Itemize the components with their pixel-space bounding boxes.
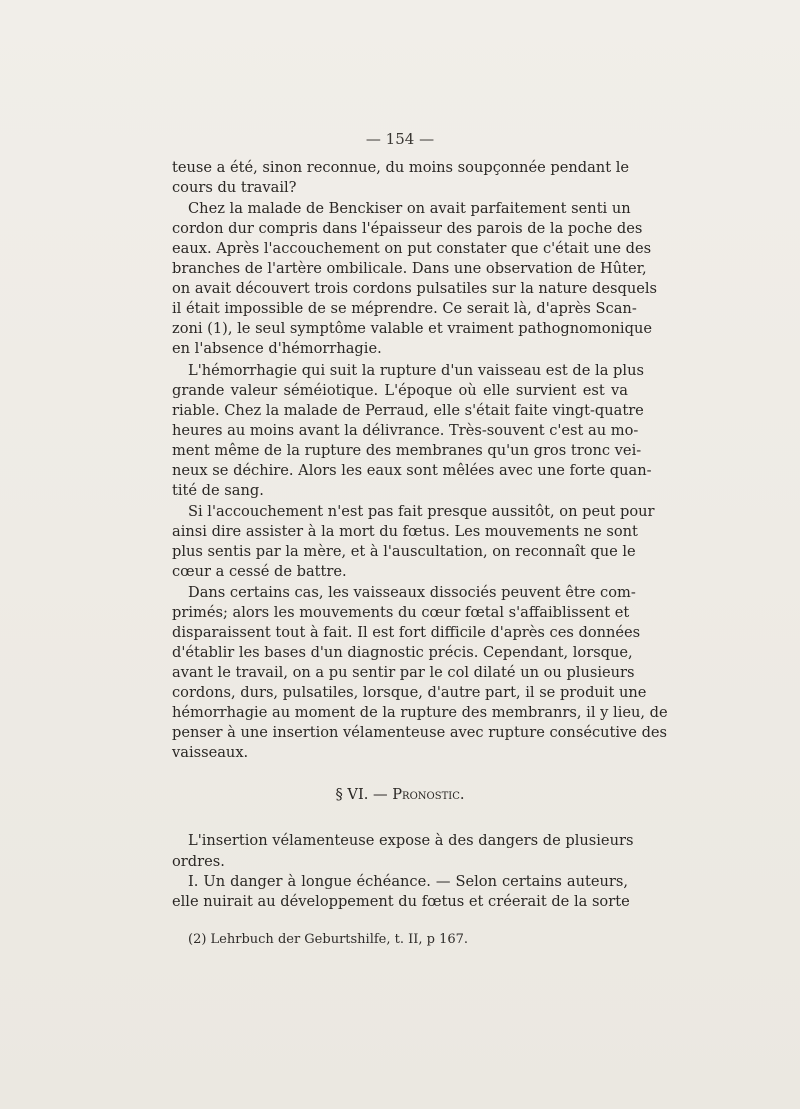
text-line: on avait découvert trois cordons pulsatiles sur la nature desquels bbox=[172, 280, 658, 297]
text-line: elle nuirait au développement du fœtus et créerait de la sorte bbox=[172, 893, 630, 910]
text-line: primés; alors les mouvements du cœur fœtal s'affaiblissent et bbox=[172, 604, 630, 621]
text-line: ordres. bbox=[172, 853, 225, 870]
text-line: en l'absence d'hémorrhagie. bbox=[172, 340, 382, 357]
text-line: L'insertion vélamenteuse expose à des dangers de plusieurs bbox=[188, 832, 634, 849]
text-line: ainsi dire assister à la mort du fœtus. Les mouvements ne sont bbox=[172, 523, 638, 540]
footnote: (2) Lehrbuch der Geburtshilfe, t. II, p 167. bbox=[188, 932, 469, 947]
text-line: Si l'accouchement n'est pas fait presque aussitôt, on peut pour bbox=[188, 503, 655, 520]
text-line: plus sentis par la mère, et à l'auscultation, on reconnaît que le bbox=[172, 543, 636, 560]
text-line: zoni (1), le seul symptôme valable et vraiment pathognomonique bbox=[172, 320, 652, 337]
text-line: teuse a été, sinon reconnue, du moins soupçonnée pendant le bbox=[172, 159, 629, 176]
text-line: cœur a cessé de battre. bbox=[172, 563, 347, 580]
section-heading: § VI. — Pronostic. bbox=[335, 786, 465, 803]
text-line: eaux. Après l'accouchement on put constater que c'était une des bbox=[172, 240, 652, 257]
text-line: heures au moins avant la délivrance. Très-souvent c'est au mo- bbox=[172, 422, 639, 439]
text-line: vaisseaux. bbox=[172, 744, 249, 761]
text-line: Chez la malade de Benckiser on avait parfaitement senti un bbox=[188, 200, 631, 217]
text-line: d'établir les bases d'un diagnostic précis. Cependant, lorsque, bbox=[172, 644, 633, 661]
page-number: — 154 — bbox=[365, 130, 435, 148]
text-line: il était impossible de se méprendre. Ce serait là, d'après Scan- bbox=[172, 300, 637, 317]
text-line: branches de l'artère ombilicale. Dans une observation de Hûter, bbox=[172, 260, 647, 277]
text-line: penser à une insertion vélamenteuse avec rupture consécutive des bbox=[172, 724, 668, 741]
text-line: cordon dur compris dans l'épaisseur des parois de la poche des bbox=[172, 220, 643, 237]
text-line: riable. Chez la malade de Perraud, elle s'était faite vingt-quatre bbox=[172, 402, 644, 419]
text-line: avant le travail, on a pu sentir par le col dilaté un ou plusieurs bbox=[172, 664, 635, 681]
text-line: Dans certains cas, les vaisseaux dissociés peuvent être com- bbox=[188, 584, 636, 601]
text-line: I. Un danger à longue échéance. — Selon certains auteurs, bbox=[188, 873, 628, 890]
text-line: disparaissent tout à fait. Il est fort difficile d'après ces données bbox=[172, 624, 641, 641]
text-line: cours du travail? bbox=[172, 179, 297, 196]
text-line: tité de sang. bbox=[172, 482, 264, 499]
text-line: L'hémorrhagie qui suit la rupture d'un vaisseau est de la plus bbox=[188, 362, 644, 379]
text-line: grande valeur séméiotique. L'époque où elle survient est va bbox=[172, 382, 628, 399]
text-line: ment même de la rupture des membranes qu'un gros tronc vei- bbox=[172, 442, 642, 459]
text-line: hémorrhagie au moment de la rupture des membranrs, il y lieu, de bbox=[172, 704, 668, 721]
text-line: cordons, durs, pulsatiles, lorsque, d'autre part, il se produit une bbox=[172, 684, 647, 701]
text-line: neux se déchire. Alors les eaux sont mêlées avec une forte quan- bbox=[172, 462, 652, 479]
